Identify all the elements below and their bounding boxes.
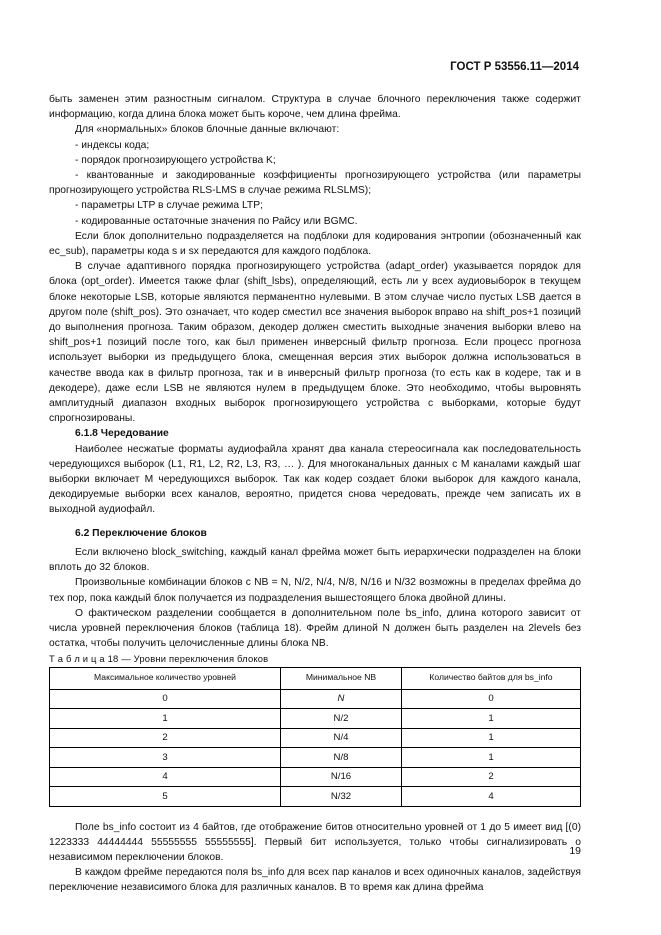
column-header: Минимальное NB [281,667,402,689]
page-body [49,92,581,896]
table-cell: 4 [50,767,281,787]
section-heading: 6.1.8 Чередование [75,428,169,440]
table-row [50,728,581,748]
section-heading: 6.2 Переключение блоков [75,527,207,539]
table-cell: 0 [50,689,281,709]
table-header-row [50,667,581,689]
column-header: Количество байтов для bs_info [402,667,581,689]
list-item: - индексы кода; [75,139,150,151]
table-cell: 1 [402,748,581,768]
paragraph: В случае адаптивного порядка прогнозирующего устройства (adapt_order) указывается порядок для блока (opt_order). Имеется также флаг (shift_lsbs), определяющий, есть ли у всех аудиовыборок в текущем блоке некоторые LSB, которые являются перманентно нулевыми. В этом случае число пустых LSB дается в другом поле (shift_pos). Это означает, что кодер сместил все значения выборок вправо на shift_pos+1 позиций до выполнения прогноза. Таким образом, декодер должен сместить выходные значения выборки влево на shift_pos+1 позиций после того, как был применен инверсный фильтр прогноза. Если процесс прогноза использует выборки из предыдущего блока, смещенная версия этих выборок должна использоваться в качестве ввода как в фильтр прогноза, так и в инверсный фильтр прогноза (то есть как в кодере, так и в декодере), даже если LSB не являются нулем в предыдущем блоке. Это необходимо, чтобы выровнять амплитудный диапазон входных выборок прогнозирующего устройства с выборками, которые будут спрогнозированы. [49,261,581,425]
paragraph: Поле bs_info состоит из 4 байтов, где отображение битов относительно уровней от 1 до 5 имеет вид [(0) 1223333 44444444 55555555 55555555]. Первый бит используется, только чтобы сигнализировать о независимом переключении блоков. [49,821,581,863]
table-cell: 5 [50,787,281,807]
levels-table [49,667,581,807]
paragraph: Наиболее несжатые форматы аудиофайла хранят два канала стереосигнала как последовательность чередующихся выборок (L1, R1, L2, R2, L3, R3, … ). Для многоканальных данных с M каналами каждый шаг выборки включает M чередующихся выборок. Так как кодер создает блоки выборок для каждого канала, декодируемые выборки всех каналов, вероятно, придется снова чередовать, прежде чем записать их в выходной аудиофайл. [49,443,581,516]
list-item: - кодированные остаточные значения по Райсу или BGMC. [75,215,358,227]
table-cell: N/2 [281,709,402,729]
table-row [50,709,581,729]
table-cell: 4 [402,787,581,807]
paragraph: Произвольные комбинации блоков с NB = N, N/2, N/4, N/8, N/16 и N/32 возможны в пределах фрейма до тех пор, пока каждый блок получается из подразделения вышестоящего блока двойной длины. [49,577,581,604]
table-cell: N [281,689,402,709]
paragraph: быть заменен этим разностным сигналом. Структура в случае блочного переключения также содержит информацию, когда длина блока может быть короче, чем длина фрейма. [49,94,581,121]
page-number: 19 [569,845,581,857]
list-item: - параметры LTP в случае режима LTP; [75,200,263,212]
table-cell: 1 [402,709,581,729]
table-row [50,748,581,768]
table-cell: 0 [402,689,581,709]
table-cell: 3 [50,748,281,768]
table-cell: 1 [50,709,281,729]
table-caption: Т а б л и ц а 18 — Уровни переключения блоков [49,653,269,665]
list-item: - квантованные и закодированные коэффициенты прогнозирующего устройства (или параметры прогнозирующего устройства RLS-LMS в случае режима RLSLMS); [49,170,581,197]
paragraph: О фактическом разделении сообщается в дополнительном поле bs_info, длина которого зависит от числа уровней переключения блоков (таблица 18). Фрейм длиной N должен быть разделен на 2levels без остатка, чтобы получить целочисленные длины блока NB. [49,607,581,650]
table-cell: 2 [402,767,581,787]
table-cell: 1 [402,728,581,748]
paragraph: Для «нормальных» блоков блочные данные включают: [75,124,340,136]
table-row [50,767,581,787]
paragraph: В каждом фрейме передаются поля bs_info для всех пар каналов и всех одиночных каналов, задействуя переключение независимого блока для различных каналов. В то время как длина фрейма [49,867,581,894]
table-cell: N/8 [281,748,402,768]
list-item: - порядок прогнозирующего устройства K; [75,154,276,166]
document-id: ГОСТ Р 53556.11—2014 [450,61,579,73]
column-header: Максимальное количество уровней [50,667,281,689]
table-row [50,787,581,807]
table-cell: N/4 [281,728,402,748]
table-cell: 2 [50,728,281,748]
table-row [50,689,581,709]
paragraph: Если включено block_switching, каждый канал фрейма может быть иерархически подразделен на блоки вплоть до 32 блоков. [49,546,581,574]
table-cell: N/16 [281,767,402,787]
table-cell: N/32 [281,787,402,807]
paragraph: Если блок дополнительно подразделяется на подблоки для кодирования энтропии (обозначенный как ec_sub), параметры кода s и sx передаются для каждого подблока. [49,230,581,258]
